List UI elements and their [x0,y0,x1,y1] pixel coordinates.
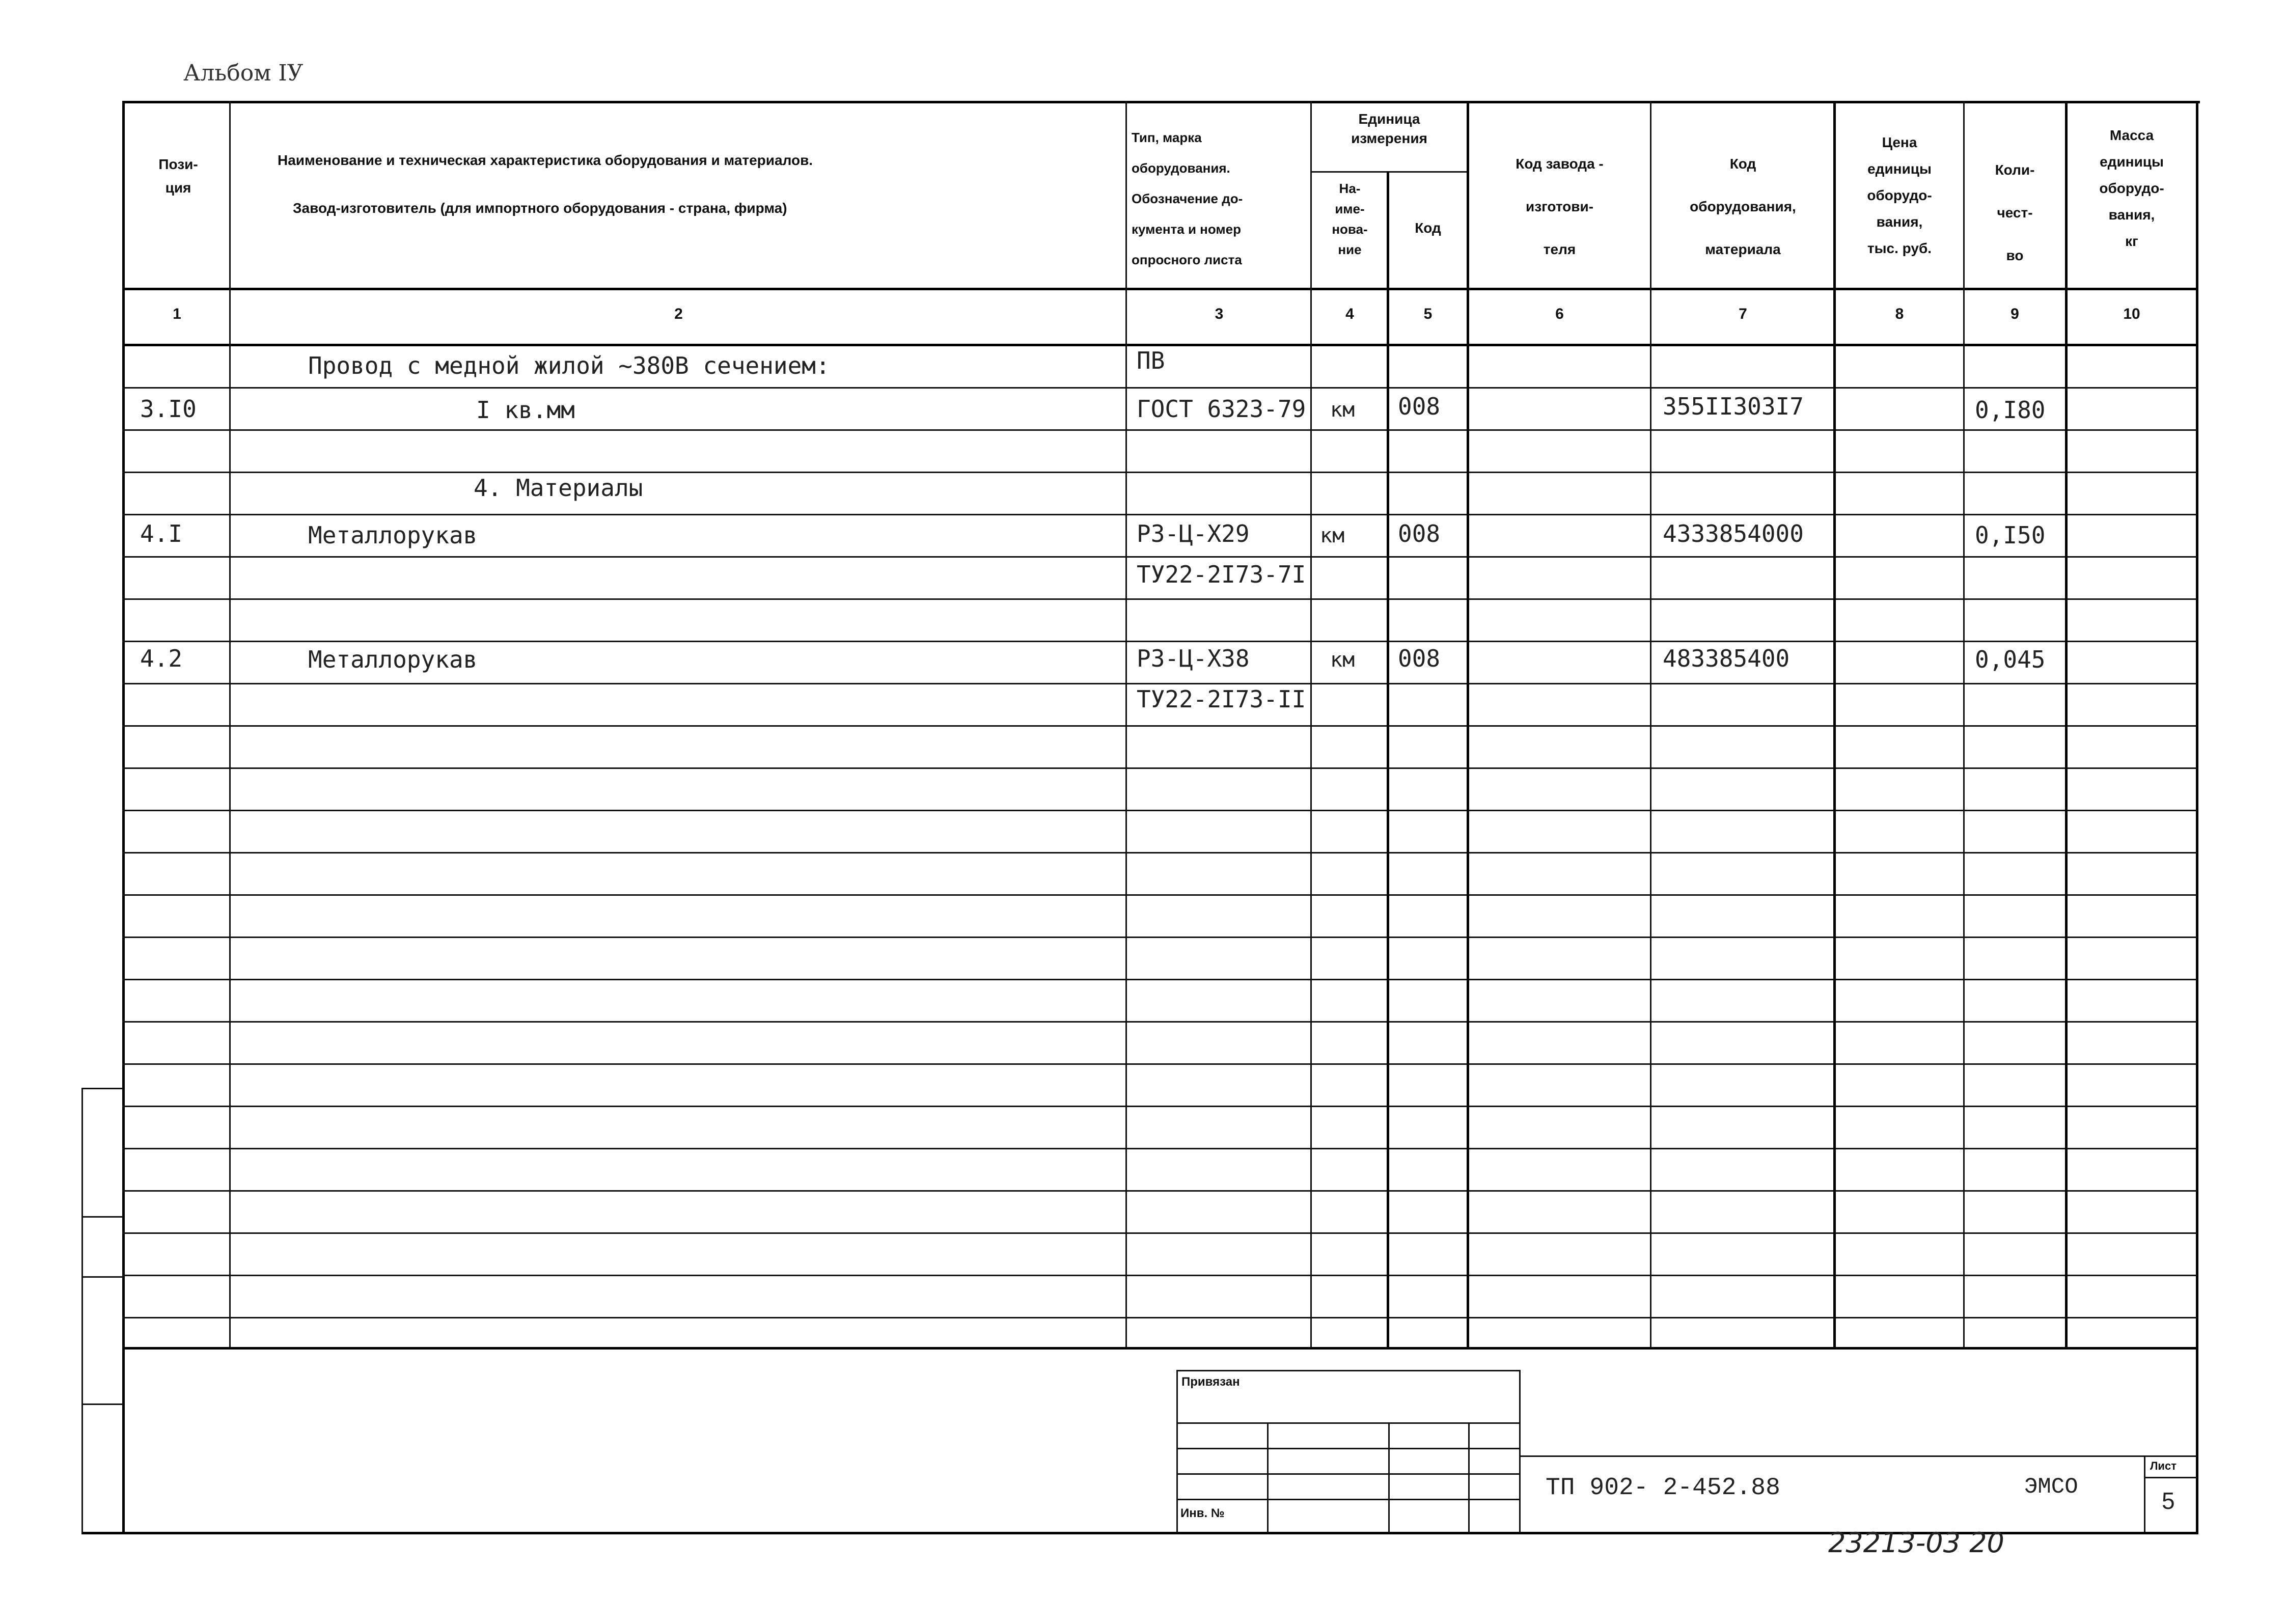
attached-label: Привязан [1181,1375,1240,1389]
header-mass: Масса единицы оборудо- вания, кг [2099,127,2164,249]
header-name-line1: Наименование и техническая характеристика оборудования и материалов. [278,152,813,168]
row-unit-code: 008 [1398,645,1441,672]
row-type: Р3-Ц-Х29 [1137,520,1250,547]
album-label: Альбом IУ [183,60,304,86]
stamp-line [1176,1370,1178,1533]
row-rule [122,1106,2197,1107]
row-rule [122,387,2197,389]
row-equipment-code: 483385400 [1663,645,1790,672]
table-bottom [122,1347,2197,1350]
row-rule [122,472,2197,473]
row-equipment-code: 4333854000 [1663,520,1804,547]
col-line-5 [1467,101,1469,1348]
column-number: 2 [674,306,683,322]
column-number: 5 [1423,306,1433,322]
inventory-number-label: Инв. № [1180,1506,1225,1520]
column-number: 6 [1555,306,1564,322]
row-rule [122,894,2197,896]
col-line-7 [1833,101,1836,1348]
unit-group-line [1310,171,1468,173]
column-number: 7 [1739,306,1747,322]
row-name: Металлорукав [308,521,478,549]
stamp-line [1388,1422,1390,1533]
row-unit-code: 008 [1398,393,1441,420]
column-number: 4 [1345,306,1354,322]
document-code: ТП 902- 2-452.88 [1546,1474,1780,1502]
col-line-3 [1310,101,1312,1348]
row-equipment-code: 355II303I7 [1663,393,1804,420]
frame-top [122,101,2200,103]
section-code: ЭМСО [2024,1474,2078,1500]
row-type: Р3-Ц-Х38 [1137,645,1250,672]
column-number: 1 [173,306,181,322]
row-unit: км [1330,648,1355,672]
row-quantity: 0,I50 [1975,521,2046,549]
stamp-line [1267,1422,1269,1533]
margin-tick [81,1403,123,1405]
margin-tick [81,1216,123,1218]
header-equipment-code: Код оборудования, материала [1690,156,1796,257]
row-rule [122,683,2197,684]
row-position: 4.2 [140,645,183,672]
row-rule [122,937,2197,938]
col-line-1 [229,101,231,1348]
stamp-line [1176,1370,1520,1371]
column-number: 3 [1215,306,1224,322]
margin-tick [81,1088,123,1089]
row-rule [122,1317,2197,1318]
section-title: 4. Материалы [474,474,643,502]
column-number: 9 [2010,306,2019,322]
column-number: 10 [2123,306,2140,322]
sheet-label: Лист [2150,1460,2177,1472]
row-type: ТУ22-2I73-7I [1137,561,1306,588]
header-position: Пози- ция [158,156,198,196]
row-name: Провод с медной жилой ~380В сечением: [308,352,830,379]
col-line-8 [1963,101,1965,1348]
row-name: I кв.мм [476,396,575,424]
header-name-line2: Завод-изготовитель (для импортного оборудования - страна, фирма) [293,200,787,216]
row-rule [122,1148,2197,1149]
numbers-bottom [122,344,2197,346]
row-rule [122,1275,2197,1276]
row-position: 3.I0 [140,395,197,423]
row-type: ТУ22-2I73-II [1137,685,1306,713]
header-type: Тип, марка оборудования. Обозначение до- кумента и номер опросного листа [1132,130,1243,267]
row-position: 4.I [140,520,183,547]
row-rule [122,1021,2197,1023]
margin-tick [81,1276,123,1278]
row-unit: км [1320,524,1345,547]
row-type: ПВ [1137,347,1165,374]
row-rule [122,852,2197,854]
row-type: ГОСТ 6323-79 [1137,395,1306,423]
row-rule [122,979,2197,980]
col-line-9 [2065,101,2068,1348]
sheet-number: 5 [2162,1488,2175,1514]
stamp-line [2144,1455,2145,1532]
handwritten-archive-number: 23213-03 20 [1828,1527,2004,1559]
column-number: 8 [1895,306,1904,322]
stamp-line [1519,1370,1521,1533]
row-rule [122,1063,2197,1065]
col-line-4 [1387,171,1389,1348]
row-rule [122,767,2197,769]
row-rule [122,429,2197,431]
stamp-line [2144,1477,2197,1478]
header-price: Цена единицы оборудо- вания, тыс. руб. [1867,134,1932,256]
row-rule [122,725,2197,727]
row-rule [122,1232,2197,1234]
row-name: Металлорукав [308,646,478,673]
row-quantity: 0,045 [1975,646,2046,673]
row-rule [122,641,2197,642]
col-line-2 [1125,101,1127,1348]
row-unit-code: 008 [1398,520,1441,547]
row-rule [122,598,2197,600]
header-unit-group: Единица измерения [1351,111,1427,146]
margin-line [81,1088,83,1533]
row-rule [122,1190,2197,1192]
row-rule [122,514,2197,515]
stamp-line [1468,1422,1470,1533]
row-rule [122,556,2197,558]
header-unit-name: На- име- нова- ние [1332,181,1368,257]
row-quantity: 0,I80 [1975,396,2046,424]
row-rule [122,810,2197,811]
col-line-6 [1650,101,1651,1348]
header-plant-code: Код завода - изготови- теля [1516,156,1604,257]
header-bottom [122,288,2197,290]
row-unit: км [1330,398,1355,422]
stamp-line [1520,1455,2197,1457]
header-quantity: Коли- чест- во [1995,162,2035,263]
header-unit-code: Код [1415,220,1441,236]
